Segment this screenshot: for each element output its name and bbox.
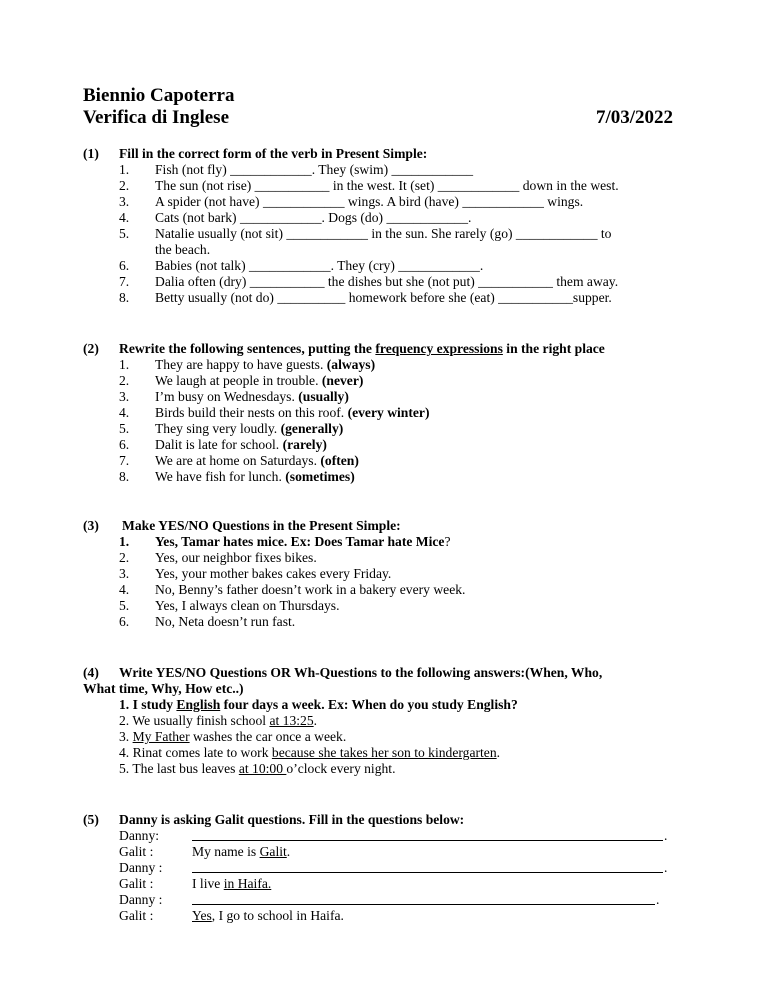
sentence-text: I’m busy on Wednesdays.: [155, 389, 299, 404]
item-number: 6.: [119, 258, 130, 273]
exercise-item: [155, 421, 343, 437]
sentence-text: We have fish for lunch.: [155, 469, 286, 484]
exercise-item: the beach.: [155, 242, 211, 257]
example-underlined: English: [176, 697, 221, 712]
reply-part: My name is: [192, 844, 260, 859]
title-part: in the right place: [502, 341, 605, 356]
test-title: Verifica di Inglese: [83, 107, 230, 128]
reply-part: I live: [192, 876, 224, 891]
sentence-text: Birds build their nests on this roof.: [155, 405, 348, 420]
section-title-cont: What time, Why, How etc..): [83, 681, 244, 696]
exercise-item: The sun (not rise) ___________ in the west. It (set) ____________ down in the west.: [155, 178, 619, 193]
item-number: 4.: [119, 582, 130, 597]
item-number: 3.: [119, 194, 130, 209]
item-number: 2.: [119, 550, 130, 565]
exercise-item: A spider (not have) ____________ wings. A bird (have) ____________ wings.: [155, 194, 584, 209]
answer-text: o’clock every night.: [286, 761, 396, 776]
item-number: 8.: [119, 469, 130, 484]
exercise-item: Betty usually (not do) __________ homework before she (eat) ___________supper.: [155, 290, 612, 305]
exercise-item: [155, 405, 429, 421]
exercise-item: No, Neta doesn’t run fast.: [155, 614, 296, 629]
section-number: (2): [83, 341, 99, 356]
item-number: 7.: [119, 274, 130, 289]
answer-line[interactable]: [192, 904, 655, 905]
frequency-hint: (never): [321, 373, 364, 388]
speaker-label: Galit :: [119, 876, 154, 891]
section-title: Fill in the correct form of the verb in Present Simple:: [119, 146, 428, 161]
answer-text: .: [313, 713, 318, 728]
period-mark: .: [664, 828, 668, 843]
exercise-item: Yes, your mother bakes cakes every Friday.: [155, 566, 392, 581]
answer-underlined: because she takes her son to kindergarten: [271, 745, 497, 760]
answer-text: 4. Rinat comes late to work: [119, 745, 272, 760]
frequency-hint: (rarely): [282, 437, 327, 452]
exercise-item: No, Benny’s father doesn’t work in a bakery every week.: [155, 582, 466, 597]
item-number: 1.: [119, 534, 130, 549]
title-underlined: frequency expressions: [375, 341, 503, 356]
item-number: 1.: [119, 162, 130, 177]
exercise-item: Fish (not fly) ____________. They (swim) ____________: [155, 162, 474, 177]
section-number: (3): [83, 518, 99, 533]
section-title: [119, 341, 605, 357]
reply-text: [192, 876, 271, 892]
sentence-text: We are at home on Saturdays.: [155, 453, 321, 468]
section-number: (1): [83, 146, 99, 161]
school-name: Biennio Capoterra: [83, 85, 235, 106]
reply-part: , I go to school in Haifa.: [211, 908, 344, 923]
exercise-item: [119, 713, 317, 729]
item-number: 5.: [119, 226, 130, 241]
example-part: four days a week. Ex: When do you study English?: [220, 697, 518, 712]
item-number: 1.: [119, 357, 130, 372]
speaker-label: Danny :: [119, 892, 163, 907]
item-number: 8.: [119, 290, 130, 305]
frequency-hint: (often): [320, 453, 359, 468]
speaker-label: Danny :: [119, 860, 163, 875]
item-number: 2.: [119, 373, 130, 388]
period-mark: .: [656, 892, 660, 907]
frequency-hint: (usually): [298, 389, 349, 404]
sentence-text: We laugh at people in trouble.: [155, 373, 322, 388]
item-number: 2.: [119, 178, 130, 193]
answer-text: 3.: [119, 729, 133, 744]
answer-line[interactable]: [192, 840, 663, 841]
section-title: Make YES/NO Questions in the Present Simple:: [122, 518, 401, 533]
exercise-item: Yes, I always clean on Thursdays.: [155, 598, 340, 613]
period-mark: .: [664, 860, 668, 875]
example-item: [119, 697, 518, 713]
answer-underlined: at 13:25: [269, 713, 314, 728]
exercise-item: [119, 761, 395, 777]
answer-text: 2. We usually finish school: [119, 713, 270, 728]
answer-text: washes the car once a week.: [189, 729, 347, 744]
section-number: (4): [83, 665, 99, 680]
section-number: (5): [83, 812, 99, 827]
exercise-item: [155, 453, 359, 469]
exercise-item: Dalia often (dry) ___________ the dishes but she (not put) ___________ them away.: [155, 274, 619, 289]
item-number: 3.: [119, 566, 130, 581]
section-title: Write YES/NO Questions OR Wh-Questions to the following answers:(When, Who,: [119, 665, 603, 680]
reply-underlined: Galit: [259, 844, 287, 859]
item-number: 5.: [119, 598, 130, 613]
exercise-item: [119, 745, 500, 761]
item-number: 6.: [119, 614, 130, 629]
item-number: 4.: [119, 210, 130, 225]
exercise-item: Babies (not talk) ____________. They (cry) ____________.: [155, 258, 484, 273]
answer-text: .: [496, 745, 501, 760]
frequency-hint: (sometimes): [285, 469, 355, 484]
exercise-item: Natalie usually (not sit) ____________ in the sun. She rarely (go) ____________ to: [155, 226, 612, 241]
exercise-item: [155, 373, 363, 389]
section-title: Danny is asking Galit questions. Fill in the questions below:: [119, 812, 465, 827]
item-number: 5.: [119, 421, 130, 436]
answer-text: 5. The last bus leaves: [119, 761, 239, 776]
test-date: 7/03/2022: [596, 107, 674, 128]
reply-underlined: Yes: [192, 908, 212, 923]
answer-line[interactable]: [192, 872, 663, 873]
sentence-text: Dalit is late for school.: [155, 437, 283, 452]
exercise-item: [119, 729, 346, 745]
item-number: 7.: [119, 453, 130, 468]
exercise-item: [155, 357, 375, 373]
title-part: Rewrite the following sentences, putting the: [119, 341, 376, 356]
item-number: 4.: [119, 405, 130, 420]
exercise-item: Yes, our neighbor fixes bikes.: [155, 550, 317, 565]
example-item: [155, 534, 451, 550]
item-number: 6.: [119, 437, 130, 452]
exercise-item: [155, 469, 355, 485]
example-text: Yes, Tamar hates mice. Ex: Does Tamar hate Mice: [155, 534, 445, 549]
exercise-item: [155, 389, 349, 405]
exercise-item: [155, 437, 327, 453]
frequency-hint: (always): [326, 357, 376, 372]
item-number: 3.: [119, 389, 130, 404]
reply-part: .: [286, 844, 291, 859]
answer-underlined: at 10:00: [238, 761, 287, 776]
sentence-text: They sing very loudly.: [155, 421, 281, 436]
speaker-label: Danny:: [119, 828, 160, 843]
reply-text: [192, 844, 290, 860]
reply-text: [192, 908, 344, 924]
exercise-item: Cats (not bark) ____________. Dogs (do) ____________.: [155, 210, 472, 225]
frequency-hint: (generally): [280, 421, 344, 436]
example-tail: ?: [444, 534, 451, 549]
answer-underlined: My Father: [132, 729, 190, 744]
frequency-hint: (every winter): [347, 405, 430, 420]
sentence-text: They are happy to have guests.: [155, 357, 327, 372]
example-part: 1. I study: [119, 697, 177, 712]
speaker-label: Galit :: [119, 908, 154, 923]
reply-underlined: in Haifa.: [223, 876, 272, 891]
speaker-label: Galit :: [119, 844, 154, 859]
